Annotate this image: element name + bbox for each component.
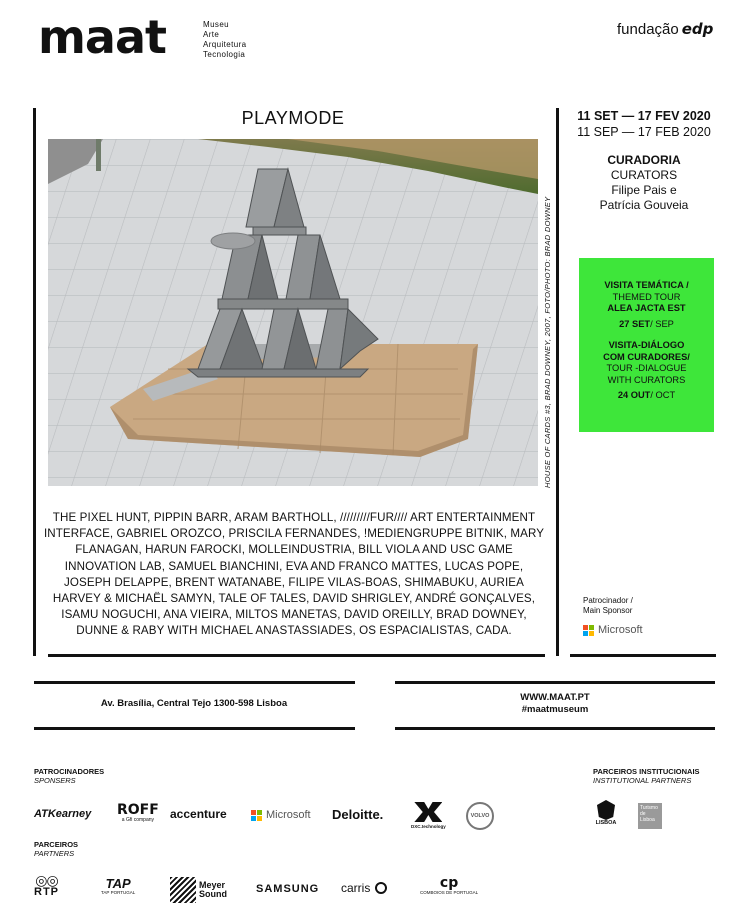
exhibition-title: PLAYMODE	[241, 108, 345, 128]
atkearney-logo: ATKearney	[34, 808, 92, 820]
partners-label: PARCEIROS PARTNERS	[34, 840, 79, 858]
exhibition-dates: 11 SET — 17 FEV 2020 11 SEP — 17 FEB 2020	[577, 109, 711, 139]
address-line-bottom-left	[34, 727, 355, 730]
roff-logo: ROFF a Gfi company	[117, 802, 159, 823]
website-block	[395, 692, 715, 716]
frame-left-line	[33, 108, 36, 656]
main-sponsor-logo: Microsoft	[583, 624, 643, 636]
cp-logo: cp COMBOIOS DE PORTUGAL	[420, 875, 479, 895]
frame-bottom-line-right	[570, 654, 716, 657]
tap-logo: TAP TAP PORTUGAL	[101, 876, 136, 895]
artists-list: THE PIXEL HUNT, PIPPIN BARR, ARAM BARTHOLL, /////////FUR//// ART ENTERTAINMENT INTERFACE, GABRIEL OROZCO, PRISCILA FERNANDES, !MEDIENGRUPPE BITNIK, MARY FLANAGAN, HARUN FAROCKI, MOLLEINDUSTRIA, BILL VIOLA AND USC GAME INNOVATION LAB, SAMUEL BIANCHINI, EVA AND FRANCO MATTES, LUCAS POPE, JOSEPH DELAPPE, BRENT WATANABE, FILIPE VILAS-BOAS, SHIMABUKU, AURIEA HARVEY & MICHAËL SAMYN, TALE OF TALES, DAVID SHRIGLEY, ANDRÉ GONÇALVES, ISAMU NOGUCHI, ANA VIEIRA, MILTOS MANETAS, DAVID OREILLY, BRAD DOWNEY, DUNNE & RABY WITH MICHAEL ANASTASSIADES, OS ESPACIALISTAS, CADA.	[43, 511, 545, 638]
microsoft-sponsor-logo: Microsoft	[251, 809, 311, 821]
samsung-logo: SAMSUNG	[256, 883, 320, 895]
maat-descriptor: Museu Arte Arquitetura Tecnologia	[203, 20, 247, 59]
main-sponsor-label: Patrocinador / Main Sponsor	[583, 596, 633, 615]
carris-icon	[375, 882, 387, 894]
tour1-date: 27 SET/ SEP	[619, 318, 674, 329]
cp-icon: cp	[439, 875, 459, 891]
frame-mid-line	[556, 108, 559, 656]
dxc-logo: DXC.technology	[411, 802, 446, 829]
meyer-sound-icon	[170, 877, 196, 903]
dxc-icon	[414, 802, 442, 822]
deloitte-logo: Deloitte.	[332, 807, 384, 822]
institutional-partners-label: PARCEIROS INSTITUCIONAIS INSTITUTIONAL PARTNERS	[593, 767, 700, 785]
maat-logo: maat	[38, 10, 167, 64]
microsoft-icon	[583, 625, 594, 636]
meyer-sound-logo: Meyer Sound	[170, 877, 233, 903]
website-link[interactable]: WWW.MAAT.PT	[520, 692, 590, 703]
microsoft-icon	[251, 810, 262, 821]
tours-box: VISITA TEMÁTICA / THEMED TOUR ALEA JACTA EST 27 SET/ SEP VISITA-DIÁLOGO COM CURADORES/ TOUR -DIALOGUE WITH CURATORS 24 OUT/ OCT	[579, 258, 714, 432]
photo-caption: HOUSE OF CARDS #3, BRAD DOWNEY, 2007, FOTO/PHOTO: BRAD DOWNEY	[543, 196, 552, 488]
lisboa-crest-icon	[597, 800, 615, 820]
accenture-logo: accenture	[170, 807, 227, 821]
address-line-top-right	[395, 681, 715, 684]
curators-block: CURADORIA CURATORS Filipe Pais e Patrícia Gouveia	[599, 153, 689, 212]
turismo-lisboa-logo: Turismo de Lisboa	[638, 803, 662, 829]
rtp-logo: ◎◎ RTP	[34, 872, 59, 898]
rtp-icon: ◎◎	[35, 872, 58, 888]
tour2-date: 24 OUT/ OCT	[617, 390, 676, 400]
sponsors-label: PATROCINADORES SPONSERS	[34, 767, 105, 785]
carris-logo: carris	[341, 881, 387, 895]
address-line-top-left	[34, 681, 355, 684]
hashtag: #maatmuseum	[521, 704, 589, 715]
address-line-bottom-right	[395, 727, 715, 730]
frame-bottom-line-left	[48, 654, 545, 657]
volvo-logo: VOLVO	[466, 802, 494, 830]
exhibition-photo	[48, 139, 538, 486]
fundacao-edp-logo: fundação edp	[617, 20, 714, 38]
museum-address: Av. Brasília, Central Tejo 1300-598 Lisboa	[100, 698, 288, 709]
lisboa-logo: LISBOA	[593, 800, 619, 826]
